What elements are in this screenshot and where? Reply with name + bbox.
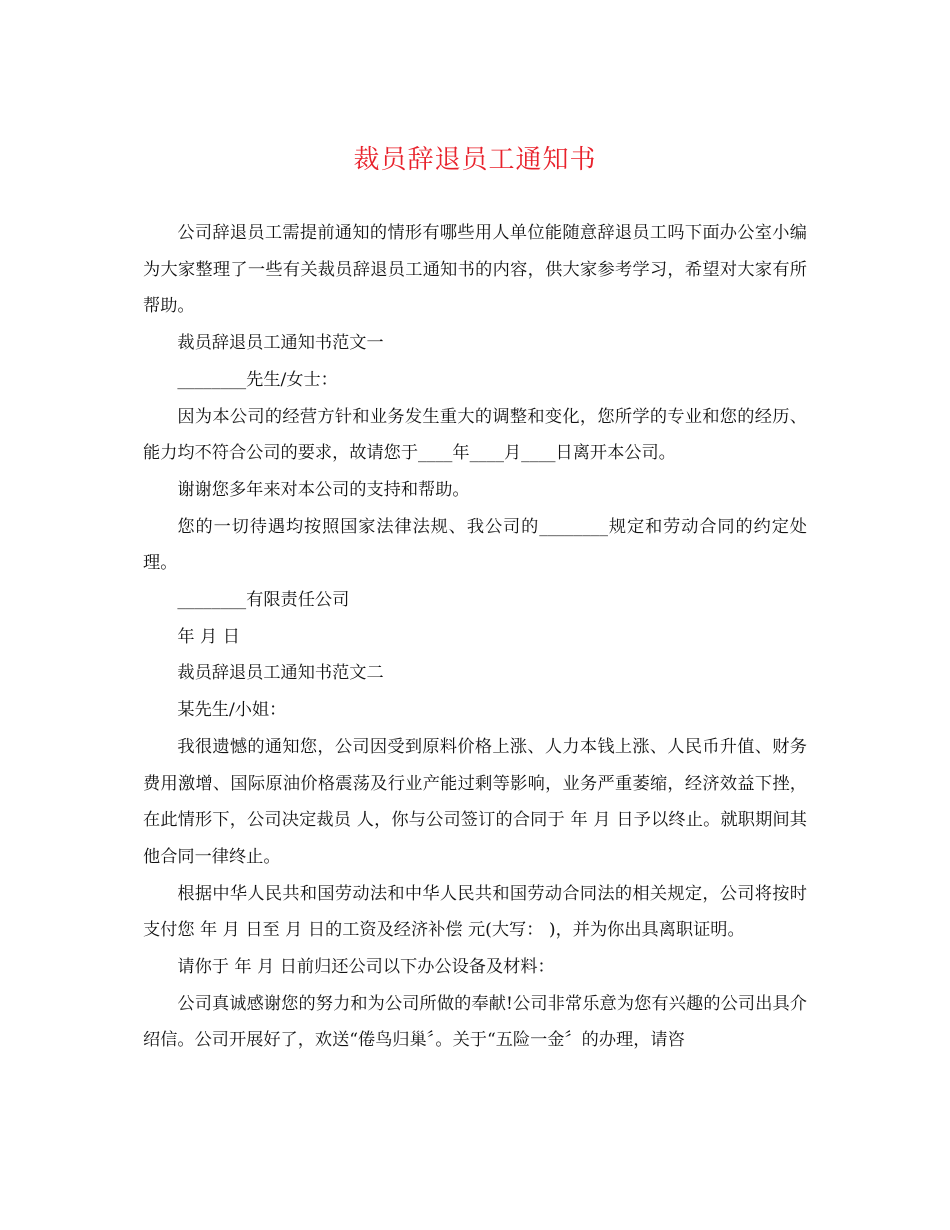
gratitude-paragraph: 公司真诚感谢您的努力和为公司所做的奉献!公司非常乐意为您有兴趣的公司出具介绍信。公司开展好了，欢送“倦鸟归巢〞。关于“五险一金〞的办理，请咨	[143, 993, 807, 1051]
layoff-reason-paragraph: 我很遗憾的通知您，公司因受到原料价格上涨、人力本钱上涨、人民币升值、财务费用激增、国际原油价格震荡及行业产能过剩等影响，业务严重萎缩，经济效益下挫，在此情形下，公司决定裁员 人，你与公司签订的合同于 年 月 日予以终止。就职期间其他合同一律终止。	[143, 736, 807, 867]
thanks-paragraph: 谢谢您多年来对本公司的支持和帮助。	[177, 479, 470, 500]
treatment-paragraph: 您的一切待遇均按照国家法律法规、我公司的________规定和劳动合同的约定处理。	[143, 516, 807, 574]
date-line: 年 月 日	[177, 626, 240, 647]
company-signature: ________有限责任公司	[177, 590, 350, 611]
notice-paragraph: 因为本公司的经营方针和业务发生重大的调整和变化，您所学的专业和您的经历、能力均不符合公司的要求，故请您于____年____月____日离开本公司。	[143, 406, 807, 464]
section-heading-sample-two: 裁员辞退员工通知书范文二	[177, 663, 384, 684]
document-title: 裁员辞退员工通知书	[353, 145, 597, 175]
salutation-two: 某先生/小姐：	[177, 700, 287, 721]
compensation-paragraph: 根据中华人民共和国劳动法和中华人民共和国劳动合同法的相关规定，公司将按时支付您 年 月 日至 月 日的工资及经济补偿 元(大写： )，并为你出具离职证明。	[143, 883, 807, 941]
intro-paragraph: 公司辞退员工需提前通知的情形有哪些用人单位能随意辞退员工吗下面办公室小编为大家整理了一些有关裁员辞退员工通知书的内容，供大家参考学习，希望对大家有所帮助。	[143, 223, 807, 317]
salutation-one: ________先生/女士：	[177, 369, 338, 390]
return-equipment-paragraph: 请你于 年 月 日前归还公司以下办公设备及材料：	[177, 957, 555, 978]
document-body	[143, 215, 807, 1059]
section-heading-sample-one: 裁员辞退员工通知书范文一	[177, 333, 384, 354]
